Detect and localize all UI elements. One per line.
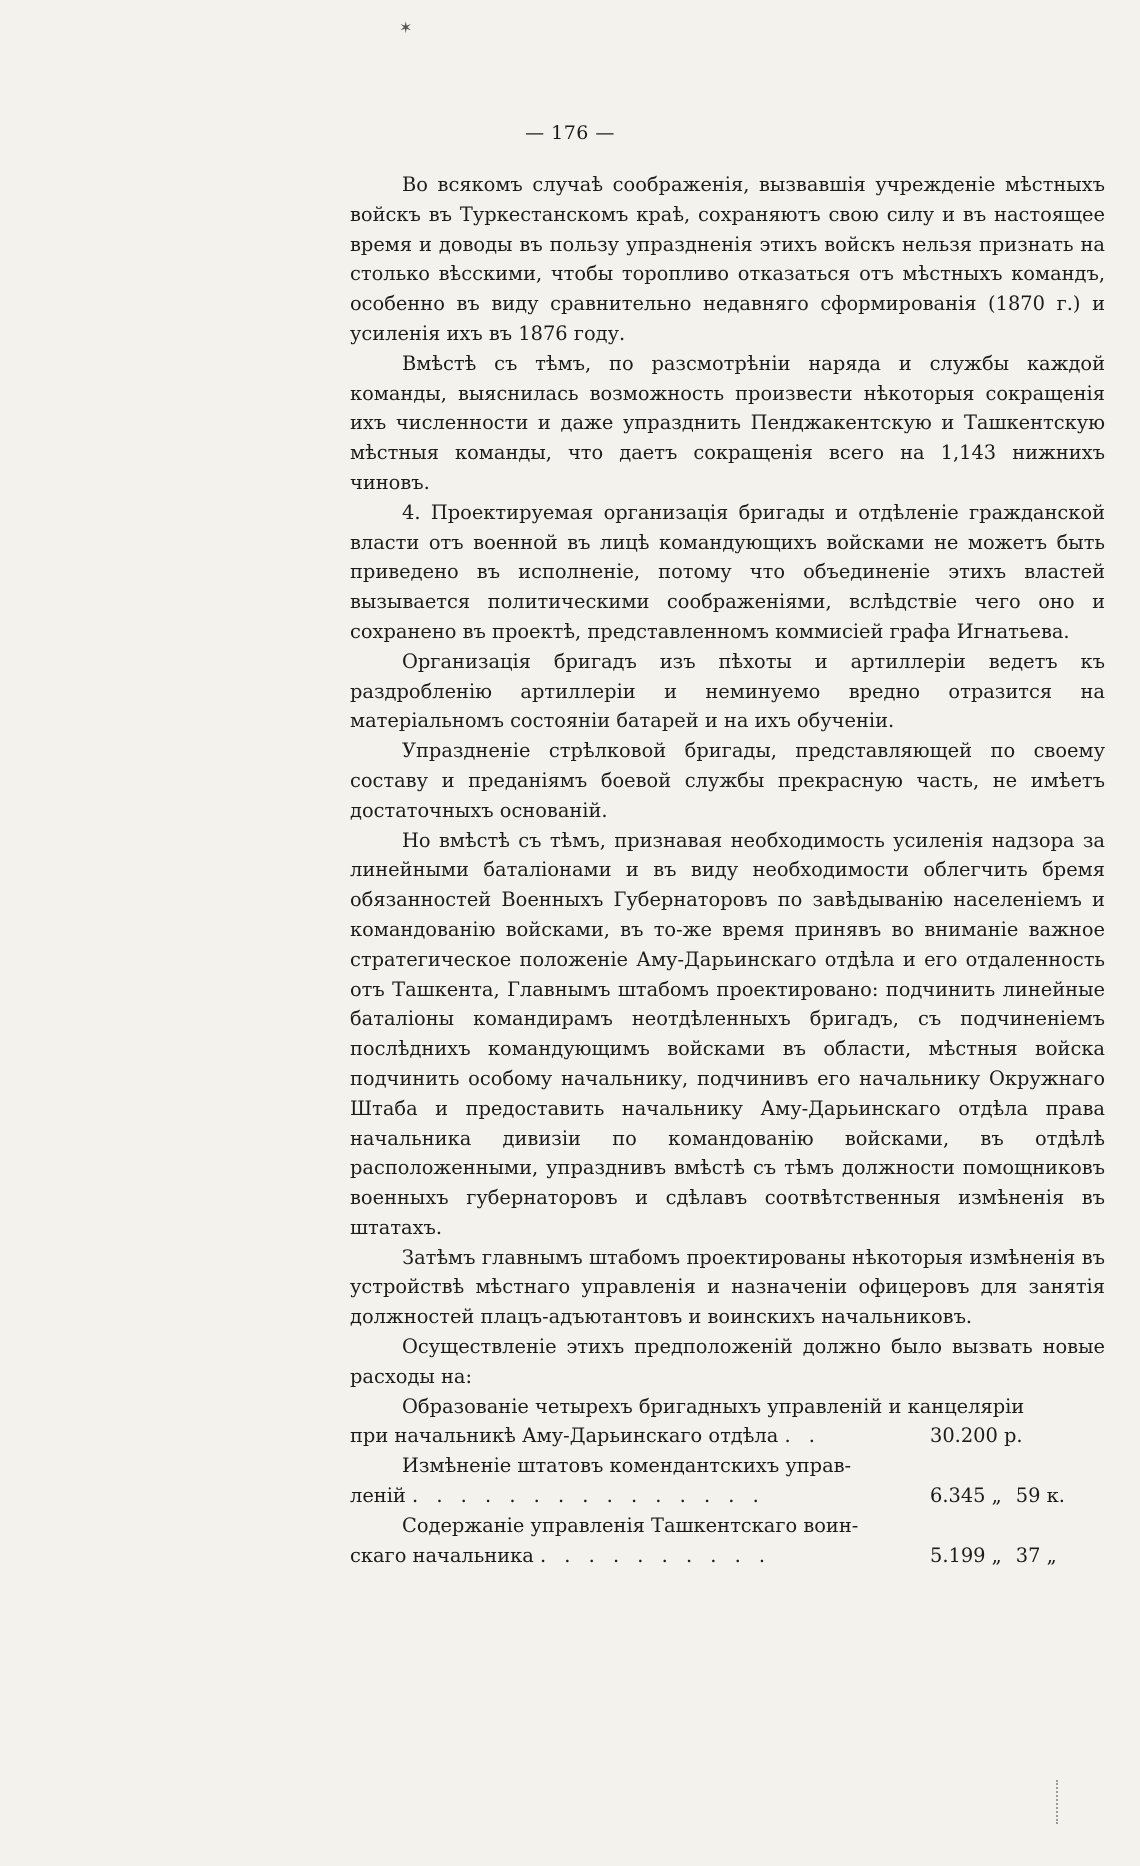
- expense-item: [350, 1392, 1105, 1452]
- expense-lead: Содержаніе управленія Ташкентскаго воин-: [402, 1513, 859, 1537]
- kopecks-value: 37 „: [1015, 1543, 1057, 1567]
- expense-amount: [930, 1481, 1105, 1511]
- expense-amount: [930, 1541, 1105, 1571]
- kopecks-value: 59 к.: [1015, 1484, 1065, 1508]
- paragraph: Затѣмъ главнымъ штабомъ проектированы нѣкоторыя измѣненія въ устройствѣ мѣстнаго управленія и назначеніи офицеровъ для занятія должностей плацъ-адъютантовъ и воинскихъ начальниковъ.: [350, 1245, 1105, 1329]
- expense-tail: леній . . . . . . . . . . . . . . .: [350, 1484, 765, 1508]
- paragraph: Организація бригадъ изъ пѣхоты и артиллеріи ведетъ къ раздробленію артиллеріи и неминуемо вредно отразится на матеріальномъ состояніи батарей и на ихъ обученіи.: [350, 649, 1105, 733]
- leader-dots: . . . . . . . . . .: [539, 1543, 772, 1567]
- rubles-value: 30.200 р.: [930, 1424, 1023, 1448]
- expense-list: [350, 1332, 1105, 1570]
- ink-speck: ✶: [399, 18, 413, 37]
- expense-tail: при начальникѣ Аму-Дарьинскаго отдѣла . .: [350, 1424, 821, 1448]
- page-number: — 176 —: [525, 122, 615, 144]
- scan-edge-mark: [1056, 1780, 1059, 1824]
- expense-lead: Измѣненіе штатовъ комендантскихъ управ-: [402, 1454, 852, 1478]
- expense-amount: [930, 1421, 1105, 1451]
- rubles-value: 6.345 „: [930, 1484, 1002, 1508]
- paragraph: Вмѣстѣ съ тѣмъ, по разсмотрѣніи наряда и службы каждой команды, выяснилась возможность произвести нѣкоторыя сокращенія ихъ численности и даже упразднить Пенджакентскую и Ташкентскую мѣстныя команды, что даетъ сокращенія всего на 1,143 нижнихъ чиновъ.: [350, 351, 1105, 494]
- paragraph: Во всякомъ случаѣ соображенія, вызвавшія учрежденіе мѣстныхъ войскъ въ Туркестанскомъ краѣ, сохраняютъ свою силу и въ настоящее время и доводы въ пользу упраздненія этихъ войскъ нельзя признать на столько вѣсскими, чтобы торопливо отказаться отъ мѣстныхъ командъ, особенно въ виду сравнительно недавняго сформированія (1870 г.) и усиленія ихъ въ 1876 году.: [350, 173, 1105, 345]
- paragraph: 4. Проектируемая организація бригады и отдѣленіе гражданской власти отъ военной въ лицѣ командующихъ войсками не можетъ быть приведено въ исполненіе, потому что объединеніе этихъ властей вызывается политическими соображеніями, вслѣдствіе чего оно и сохранено въ проектѣ, представленномъ коммисіей графа Игнатьева.: [350, 500, 1105, 643]
- leader-dots: . .: [784, 1424, 821, 1448]
- expense-intro: Осуществленіе этихъ предположеній должно было вызвать новые расходы на:: [350, 1335, 1105, 1388]
- paragraph: Упраздненіе стрѣлковой бригады, представляющей по своему составу и преданіямъ боевой службы прекрасную часть, не имѣетъ достаточныхъ основаній.: [350, 739, 1105, 822]
- body-text: [350, 170, 1105, 1570]
- paragraph: Но вмѣстѣ съ тѣмъ, признавая необходимость усиленія надзора за линейными баталіонами и въ виду необходимости облегчить бремя обязанностей Военныхъ Губернаторовъ по завѣдыванію населеніемъ и командованію войсками, въ то-же время принявъ во вниманіе важное стратегическое положеніе Аму-Дарьинскаго отдѣла и его отдаленность отъ Ташкента, Главнымъ штабомъ проектировано: подчинить линейные баталіоны командирамъ неотдѣленныхъ бригадъ, съ подчиненіемъ послѣднихъ командующимъ войсками въ области, мѣстныя войска подчинить особому начальнику, подчинивъ его начальнику Окружнаго Штаба и предоставить начальнику Аму-Дарьинскаго отдѣла права начальника дивизіи по командованію войсками, въ отдѣлѣ расположенными, упразднивъ вмѣстѣ съ тѣмъ должности помощниковъ военныхъ губернаторовъ и сдѣлавъ соотвѣтственныя измѣненія въ штатахъ.: [350, 828, 1105, 1239]
- leader-dots: . . . . . . . . . . . . . . .: [412, 1484, 765, 1508]
- expense-item: [350, 1451, 1105, 1511]
- expense-lead: Образованіе четырехъ бригадныхъ управленій и канцеляріи: [402, 1394, 1025, 1418]
- expense-tail: скаго начальника . . . . . . . . . .: [350, 1543, 772, 1567]
- expense-item: [350, 1511, 1105, 1571]
- rubles-value: 5.199 „: [930, 1543, 1002, 1567]
